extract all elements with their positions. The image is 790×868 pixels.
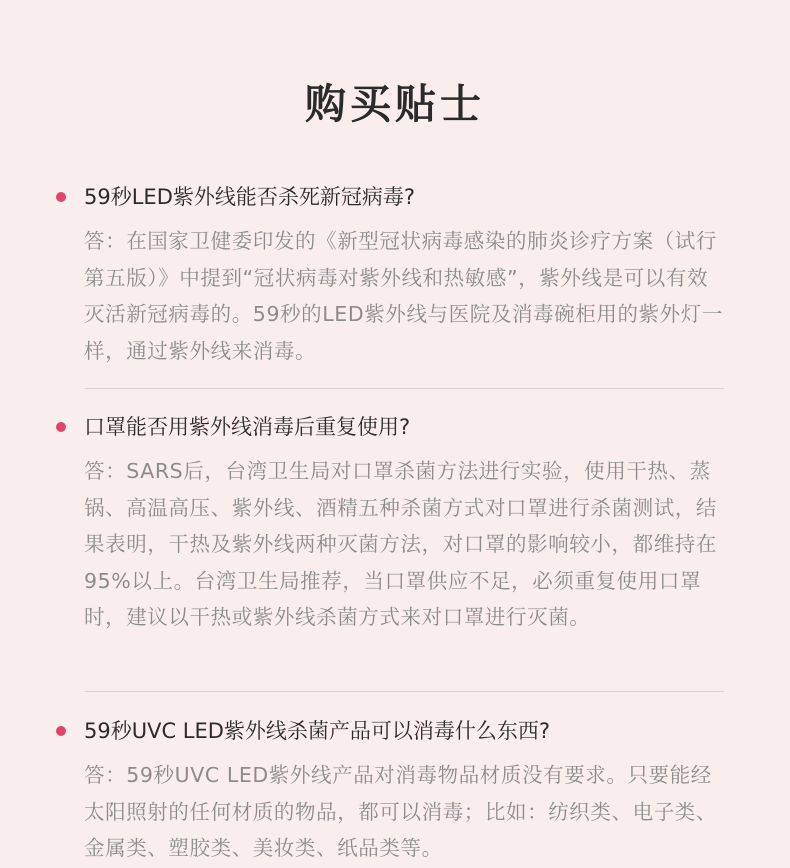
- faq-question: [56, 412, 724, 442]
- faq-divider: [85, 691, 724, 692]
- faq-answer: 答：SARS后，台湾卫生局对口罩杀菌方法进行实验，使用干热、蒸锅、高温高压、紫外线、酒精五种杀菌方式对口罩进行杀菌测试，结果表明，干热及紫外线两种灭菌方法，对口罩的影响较小，都维持在95%以上。台湾卫生局推荐，当口罩供应不足，必须重复使用口罩时，建议以干热或紫外线杀菌方式来对口罩进行灭菌。: [84, 459, 717, 629]
- faq-item-2: [56, 412, 724, 636]
- faq-question-text: 口罩能否用紫外线消毒后重复使用?: [84, 415, 411, 439]
- faq-question: [56, 182, 724, 212]
- page-title: 购买贴士: [305, 80, 485, 128]
- faq-question: [56, 716, 724, 746]
- faq-item-3: [56, 716, 724, 867]
- bullet-dot-icon: [56, 726, 66, 736]
- faq-answer: 答：59秒UVC LED紫外线产品对消毒物品材质没有要求。只要能经太阳照射的任何材质的物品，都可以消毒；比如：纺织类、电子类、金属类、塑胶类、美妆类、纸品类等。: [84, 763, 717, 860]
- faq-answer: 答：在国家卫健委印发的《新型冠状病毒感染的肺炎诊疗方案（试行第五版）》中提到“冠状病毒对紫外线和热敏感”，紫外线是可以有效灭活新冠病毒的。59秒的LED紫外线与医院及消毒碗柜用的紫外灯一样，通过紫外线来消毒。: [84, 229, 723, 363]
- faq-divider: [85, 388, 724, 389]
- faq-question-text: 59秒LED紫外线能否杀死新冠病毒?: [84, 185, 416, 209]
- bullet-dot-icon: [56, 422, 66, 432]
- faq-question-text: 59秒UVC LED紫外线杀菌产品可以消毒什么东西?: [84, 719, 551, 743]
- faq-item-1: [56, 182, 724, 369]
- bullet-dot-icon: [56, 192, 66, 202]
